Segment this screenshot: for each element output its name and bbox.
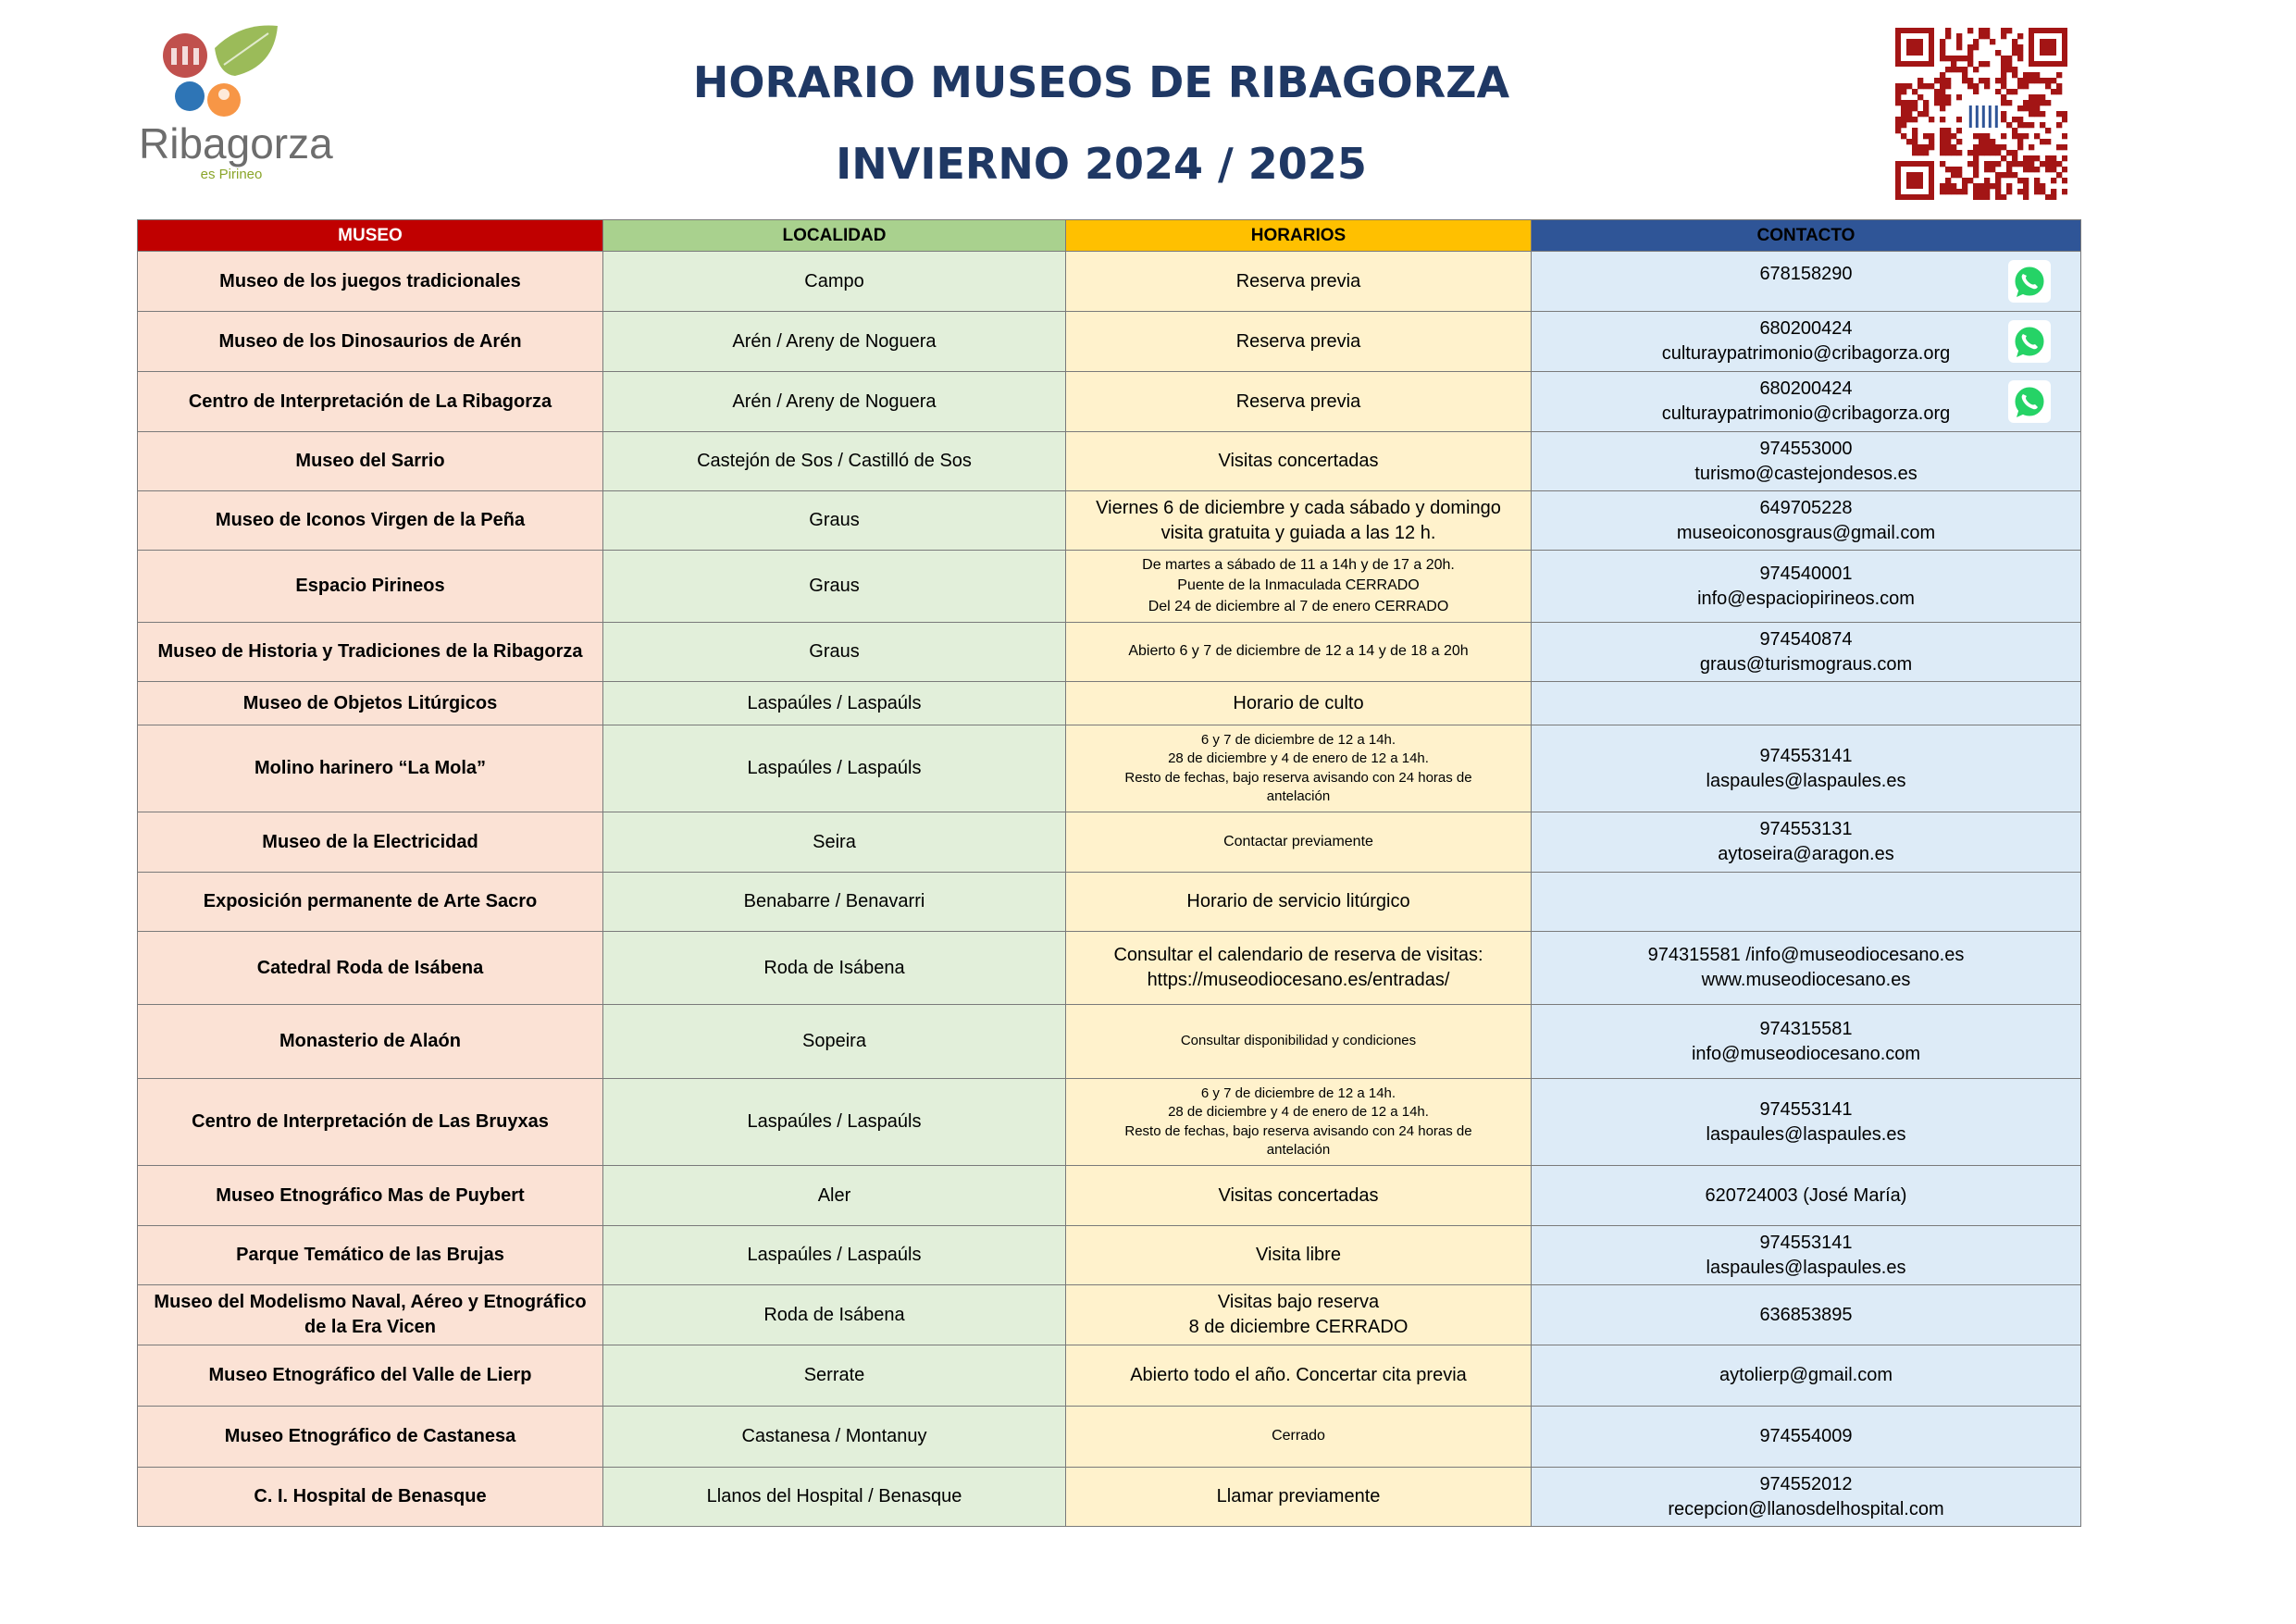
contact-email-link[interactable]: 974315581 /info@museodiocesano.es (1647, 945, 1965, 966)
cell-horarios (1066, 725, 1532, 812)
cell-horarios (1066, 1468, 1532, 1527)
horario-line: Viernes 6 de diciembre y cada sábado y domingo (1096, 497, 1501, 518)
cell-contacto (1532, 551, 2081, 623)
horario-line: Visita libre (1256, 1245, 1341, 1266)
cell-horarios (1066, 623, 1532, 682)
cell-localidad: Graus (603, 551, 1066, 623)
horario-line: Reserva previa (1235, 270, 1361, 291)
table-row (138, 1166, 2081, 1226)
table-row (138, 812, 2081, 873)
cell-localidad: Arén / Areny de Noguera (603, 312, 1066, 372)
cell-horarios (1066, 873, 1532, 932)
horario-line: Visitas bajo reserva (1217, 1292, 1380, 1313)
cell-contacto (1532, 725, 2081, 812)
cell-localidad: Castejón de Sos / Castilló de Sos (603, 432, 1066, 491)
contact-email-link[interactable]: www.museodiocesano.es (1701, 970, 1911, 990)
cell-horarios (1066, 1005, 1532, 1079)
contact-email-link[interactable]: laspaules@laspaules.es (1706, 1123, 1906, 1145)
cell-horarios (1066, 372, 1532, 432)
table-row (138, 1407, 2081, 1468)
cell-horarios (1066, 491, 1532, 551)
cell-contacto (1532, 1407, 2081, 1468)
horario-line: Resto de fechas, bajo reserva avisando con 24 horas de (1124, 769, 1472, 786)
cell-localidad: Llanos del Hospital / Benasque (603, 1468, 1066, 1527)
horario-line: Abierto todo el año. Concertar cita previa (1130, 1365, 1467, 1386)
table-row (138, 873, 2081, 932)
contact-phone: 620724003 (José María) (1705, 1184, 1907, 1206)
horario-line: Reserva previa (1235, 330, 1361, 352)
cell-museo: Museo de Historia y Tradiciones de la Ribagorza (138, 623, 603, 682)
cell-contacto (1532, 432, 2081, 491)
cell-museo: Monasterio de Alaón (138, 1005, 603, 1079)
table-row (138, 1005, 2081, 1079)
contact-email-link[interactable]: info@museodiocesano.com (1691, 1043, 1921, 1064)
cell-museo: Museo de la Electricidad (138, 812, 603, 873)
cell-contacto (1532, 491, 2081, 551)
table-row (138, 623, 2081, 682)
contact-email-link[interactable]: culturaypatrimonio@cribagorza.org (1661, 403, 1951, 424)
horario-line: visita gratuita y guiada a las 12 h. (1160, 522, 1436, 543)
contact-phone: 974552012 (1759, 1473, 1853, 1494)
table-row (138, 1345, 2081, 1407)
contact-phone: 974553000 (1759, 438, 1853, 459)
table-row (138, 1226, 2081, 1285)
cell-museo: Museo Etnográfico de Castanesa (138, 1407, 603, 1468)
horario-line: 6 y 7 de diciembre de 12 a 14h. (1200, 732, 1396, 748)
logo-wordmark: Ribagorza (139, 119, 333, 167)
horario-line: Abierto 6 y 7 de diciembre de 12 a 14 y de 18 a 20h (1128, 643, 1469, 660)
cell-museo: Museo de Iconos Virgen de la Peña (138, 491, 603, 551)
cell-horarios (1066, 551, 1532, 623)
cell-contacto (1532, 1079, 2081, 1166)
contact-email-link[interactable]: recepcion@llanosdelhospital.com (1668, 1498, 1944, 1519)
horario-line: De martes a sábado de 11 a 14h y de 17 a 20h. (1142, 556, 1455, 573)
table-header-row (138, 220, 2081, 252)
cell-localidad: Laspaúles / Laspaúls (603, 725, 1066, 812)
horario-line: Consultar el calendario de reserva de visitas: (1113, 945, 1483, 966)
contact-email-link[interactable]: graus@turismograus.com (1699, 653, 1913, 675)
contact-phone: 678158290 (1759, 263, 1853, 284)
logo-tagline: es Pirineo (200, 167, 263, 182)
contact-phone: 680200424 (1759, 378, 1853, 400)
cell-localidad: Laspaúles / Laspaúls (603, 682, 1066, 725)
cell-museo: Museo de los Dinosaurios de Arén (138, 312, 603, 372)
contact-phone: 974553131 (1759, 819, 1853, 840)
cell-horarios (1066, 1345, 1532, 1407)
cell-horarios (1066, 812, 1532, 873)
contact-phone: 974553141 (1759, 745, 1853, 766)
table-row (138, 432, 2081, 491)
table-row (138, 1285, 2081, 1345)
cell-museo: Museo del Sarrio (138, 432, 603, 491)
horario-line: Puente de la Inmaculada CERRADO (1177, 577, 1420, 594)
horario-line: Del 24 de diciembre al 7 de enero CERRADO (1148, 598, 1449, 614)
cell-contacto (1532, 1345, 2081, 1407)
table-row (138, 312, 2081, 372)
contact-phone: 974553141 (1759, 1232, 1853, 1253)
cell-museo: Espacio Pirineos (138, 551, 603, 623)
horario-line: https://museodiocesano.es/entradas/ (1147, 970, 1450, 990)
horario-line: antelación (1266, 1141, 1331, 1158)
contact-phone: 974553141 (1759, 1098, 1853, 1120)
cell-museo: Parque Temático de las Brujas (138, 1226, 603, 1285)
cell-horarios (1066, 312, 1532, 372)
contact-email-link[interactable]: laspaules@laspaules.es (1706, 770, 1906, 791)
cell-horarios (1066, 1285, 1532, 1345)
whatsapp-icon[interactable] (2008, 260, 2051, 303)
horario-line: Visitas concertadas (1218, 1184, 1379, 1206)
header-localidad: LOCALIDAD (603, 220, 1066, 252)
whatsapp-icon[interactable] (2008, 320, 2051, 363)
cell-horarios (1066, 1166, 1532, 1226)
table-row (138, 932, 2081, 1005)
cell-horarios (1066, 932, 1532, 1005)
table-row (138, 551, 2081, 623)
cell-horarios (1066, 1079, 1532, 1166)
cell-contacto (1532, 623, 2081, 682)
whatsapp-icon[interactable] (2008, 380, 2051, 423)
contact-email-link[interactable]: museoiconosgraus@gmail.com (1676, 522, 1936, 543)
horario-line: Contactar previamente (1223, 833, 1373, 849)
cell-localidad: Sopeira (603, 1005, 1066, 1079)
cell-contacto (1532, 312, 2081, 372)
cell-localidad: Roda de Isábena (603, 1285, 1066, 1345)
cell-contacto (1532, 932, 2081, 1005)
horario-line: Horario de culto (1233, 692, 1364, 713)
contact-phone: 974540874 (1759, 628, 1853, 650)
horario-line: Reserva previa (1235, 391, 1361, 412)
cell-horarios (1066, 1407, 1532, 1468)
cell-museo: Exposición permanente de Arte Sacro (138, 873, 603, 932)
cell-localidad: Campo (603, 252, 1066, 312)
table-row (138, 491, 2081, 551)
horario-line: antelación (1266, 787, 1331, 804)
cell-contacto (1532, 1166, 2081, 1226)
horario-line: 8 de diciembre CERRADO (1188, 1317, 1409, 1337)
contact-email-link[interactable]: laspaules@laspaules.es (1706, 1257, 1906, 1278)
museum-schedule-table (137, 219, 2081, 1527)
contact-phone: 974315581 (1759, 1018, 1853, 1039)
cell-museo: Museo del Modelismo Naval, Aéreo y Etnográfico de la Era Vicen (138, 1285, 603, 1345)
contact-phone: 649705228 (1759, 497, 1853, 518)
cell-museo: C. I. Hospital de Benasque (138, 1468, 603, 1527)
table-row (138, 725, 2081, 812)
horario-line: Cerrado (1272, 1428, 1325, 1444)
contact-phone: 974540001 (1759, 563, 1853, 584)
cell-contacto (1532, 1468, 2081, 1527)
cell-contacto (1532, 1005, 2081, 1079)
cell-localidad: Laspaúles / Laspaúls (603, 1226, 1066, 1285)
horario-line: Horario de servicio litúrgico (1186, 891, 1410, 912)
header-horarios: HORARIOS (1066, 220, 1532, 252)
contact-phone: 974554009 (1759, 1426, 1853, 1447)
horario-line: 6 y 7 de diciembre de 12 a 14h. (1200, 1085, 1396, 1101)
cell-contacto (1532, 372, 2081, 432)
contact-email-link[interactable]: aytolierp@gmail.com (1719, 1365, 1893, 1386)
cell-museo: Centro de Interpretación de Las Bruyxas (138, 1079, 603, 1166)
cell-museo: Museo de Objetos Litúrgicos (138, 682, 603, 725)
header-contacto: CONTACTO (1532, 220, 2081, 252)
cell-contacto (1532, 682, 2081, 725)
cell-contacto (1532, 812, 2081, 873)
cell-museo: Catedral Roda de Isábena (138, 932, 603, 1005)
cell-localidad: Laspaúles / Laspaúls (603, 1079, 1066, 1166)
cell-museo: Centro de Interpretación de La Ribagorza (138, 372, 603, 432)
table-row (138, 252, 2081, 312)
horario-line: Visitas concertadas (1218, 451, 1379, 472)
cell-horarios (1066, 1226, 1532, 1285)
horario-line: 28 de diciembre y 4 de enero de 12 a 14h. (1168, 750, 1429, 767)
cell-localidad: Serrate (603, 1345, 1066, 1407)
cell-museo: Museo Etnográfico Mas de Puybert (138, 1166, 603, 1226)
table-row (138, 1468, 2081, 1527)
cell-localidad: Aler (603, 1166, 1066, 1226)
cell-localidad: Roda de Isábena (603, 932, 1066, 1005)
qr-code-icon[interactable] (1895, 28, 2067, 200)
cell-localidad: Graus (603, 623, 1066, 682)
contact-phone: 636853895 (1759, 1304, 1853, 1325)
cell-localidad: Benabarre / Benavarri (603, 873, 1066, 932)
cell-horarios (1066, 682, 1532, 725)
cell-contacto (1532, 873, 2081, 932)
contact-email-link[interactable]: aytoseira@aragon.es (1718, 844, 1894, 864)
cell-museo: Molino harinero “La Mola” (138, 725, 603, 812)
page-title: HORARIO MUSEOS DE RIBAGORZA (692, 57, 1510, 107)
cell-horarios (1066, 432, 1532, 491)
contact-email-link[interactable]: info@espaciopirineos.com (1697, 588, 1915, 609)
cell-contacto (1532, 1226, 2081, 1285)
horario-line: Resto de fechas, bajo reserva avisando con 24 horas de (1124, 1122, 1472, 1139)
contact-phone: 680200424 (1759, 318, 1853, 340)
table-row (138, 372, 2081, 432)
cell-contacto (1532, 1285, 2081, 1345)
horario-line: 28 de diciembre y 4 de enero de 12 a 14h. (1168, 1104, 1429, 1121)
horario-line: Llamar previamente (1216, 1486, 1381, 1507)
cell-horarios (1066, 252, 1532, 312)
table-row (138, 1079, 2081, 1166)
horario-line: Consultar disponibilidad y condiciones (1180, 1033, 1417, 1049)
cell-localidad: Arén / Areny de Noguera (603, 372, 1066, 432)
cell-localidad: Castanesa / Montanuy (603, 1407, 1066, 1468)
cell-contacto (1532, 252, 2081, 312)
header-museo: MUSEO (138, 220, 603, 252)
page-subtitle: INVIERNO 2024 / 2025 (836, 139, 1367, 189)
contact-email-link[interactable]: culturaypatrimonio@cribagorza.org (1661, 343, 1951, 364)
cell-localidad: Seira (603, 812, 1066, 873)
cell-museo: Museo de los juegos tradicionales (138, 252, 603, 312)
cell-museo: Museo Etnográfico del Valle de Lierp (138, 1345, 603, 1407)
cell-localidad: Graus (603, 491, 1066, 551)
table-row (138, 682, 2081, 725)
contact-email-link[interactable]: turismo@castejondesos.es (1694, 463, 1917, 484)
